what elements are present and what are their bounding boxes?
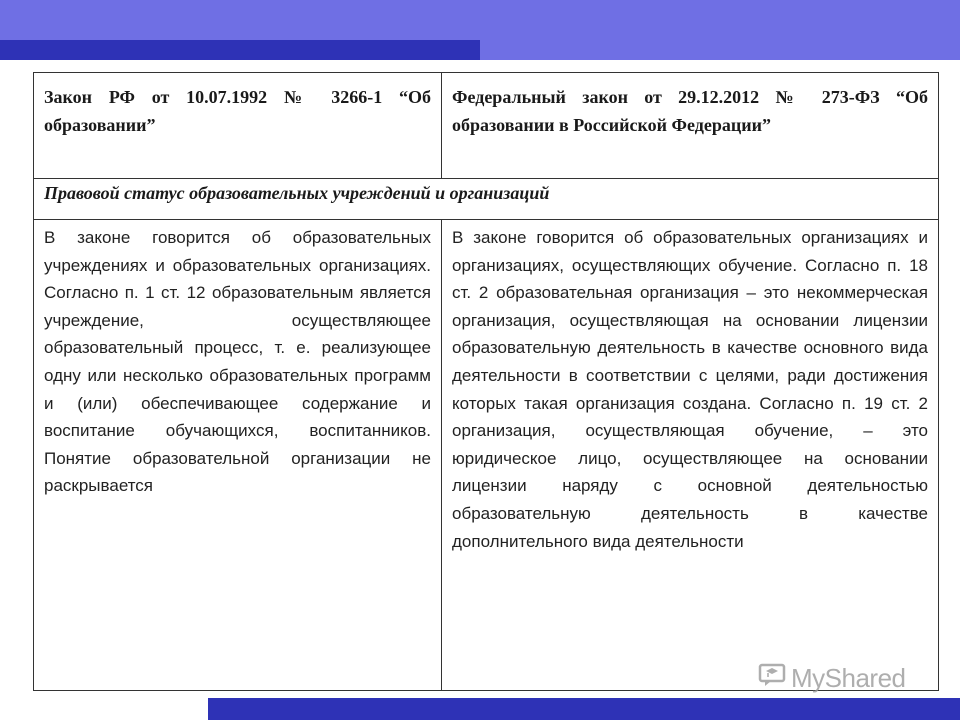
watermark [757, 662, 906, 695]
section-row [34, 179, 939, 220]
col1-header: Закон РФ от 10.07.1992 № 3266-1 “Об образовании” [34, 73, 442, 179]
col1-body: В законе говорится об образовательных учреждениях и образовательных организациях. Согласно п. 1 ст. 12 образовательным является учреждение, осуществляющее образовательный процесс, т. е. реализующее одну или несколько образовательных программ и (или) обеспечивающее содержание и воспитание обучающихся, воспитанников. Понятие образовательной организации не раскрывается [34, 220, 442, 691]
top-accent-bar [0, 40, 480, 60]
top-decor-bar [0, 0, 960, 40]
col2-body: В законе говорится об образовательных организациях и организациях, осуществляющих обучение. Согласно п. 18 ст. 2 образовательная организация – это некоммерческая организация, осуществляющая на основании лицензии образовательную деятельность в качестве основного вида деятельности в соответствии с целями, ради достижения которых такая организация создана. Согласно п. 19 ст. 2 организация, осуществляющая обучение, – это юридическое лицо, осуществляющее на основании лицензии наряду с основной деятельностью образовательную деятельность в качестве дополнительного вида деятельности [442, 220, 939, 691]
table-header-row [34, 73, 939, 179]
mortarboard-icon [757, 662, 787, 695]
comparison-table [33, 72, 939, 691]
bottom-decor-bar [208, 698, 960, 720]
top-accent-bar-light [480, 40, 960, 60]
section-title: Правовой статус образовательных учреждений и организаций [34, 179, 939, 220]
col2-header: Федеральный закон от 29.12.2012 № 273-ФЗ “Об образовании в Российской Федерации” [442, 73, 939, 179]
table-body-row [34, 220, 939, 691]
watermark-text: MyShared [791, 663, 906, 693]
